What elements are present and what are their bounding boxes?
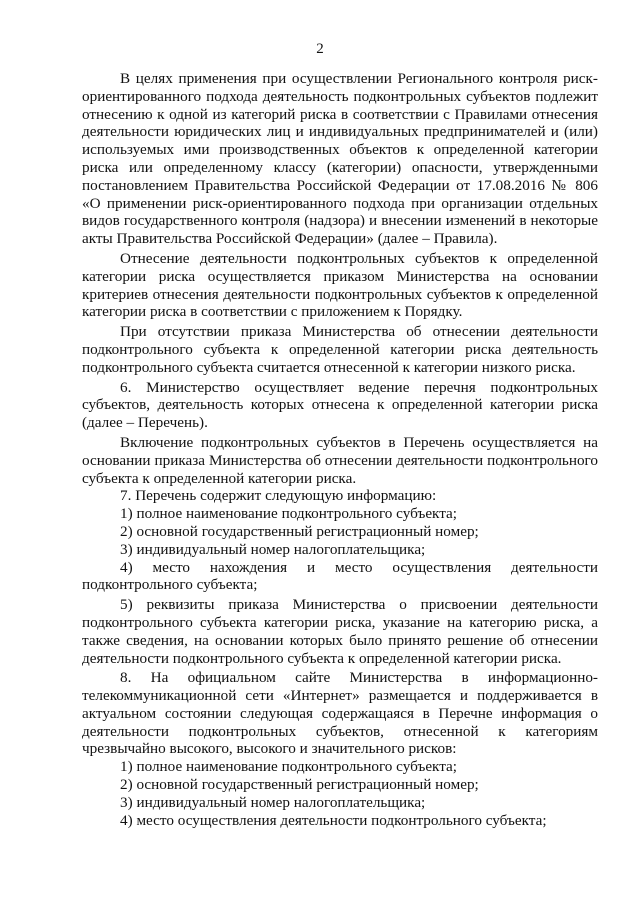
- page-number: 2: [316, 41, 324, 57]
- paragraph-risk-assignment: Отнесение деятельности подконтрольных субъектов к определенной категории риска осуществляется приказом Министерства на основании критериев отнесения деятельности подконтрольных субъектов к определенной категории риска в соответствии с приложением к Порядку.: [82, 249, 598, 321]
- paragraph-risk-approach: В целях применения при осуществлении Регионального контроля риск-ориентированного подхода деятельность подконтрольных субъектов подлежит отнесению к одной из категорий риска в соответствии с Правилами отнесения деятельности юридических лиц и индивидуальных предпринимателей и (или) используемых ими производственных объектов к определенной категории риска или определенному классу (категории) опасности, утвержденными постановлением Правительства Российской Федерации от 17.08.2016 № 806 «О применении риск-ориентированного подхода при организации отдельных видов государственного контроля (надзора) и внесении изменений в некоторые акты Правительства Российской Федерации» (далее – Правила).: [82, 70, 598, 248]
- list-item: 1) полное наименование подконтрольного субъекта;: [120, 758, 458, 776]
- list-item: 3) индивидуальный номер налогоплательщика;: [120, 793, 426, 811]
- paragraph-list-inclusion: Включение подконтрольных субъектов в Перечень осуществляется на основании приказа Министерства об отнесении деятельности подконтрольного субъекта к определенной категории риска.: [82, 433, 598, 487]
- list-item: 2) основной государственный регистрационный номер;: [120, 776, 479, 794]
- paragraph-low-risk-default: При отсутствии приказа Министерства об отнесении деятельности подконтрольного субъекта к определенной категории риска деятельность подконтрольного субъекта считается отнесенной к категории низкого риска.: [82, 323, 598, 376]
- list-item: 3) индивидуальный номер налогоплательщика;: [120, 540, 426, 558]
- paragraph-item-8: 8. На официальном сайте Министерства в информационно-телекоммуникационной сети «Интернет» размещается и поддерживается в актуальном состоянии следующая содержащаяся в Перечне информация о деятельности подконтрольных субъектов, отнесенной к категориям чрезвычайно высокого, высокого и значительного рисков:: [82, 669, 598, 758]
- list-item: 1) полное наименование подконтрольного субъекта;: [120, 505, 458, 523]
- paragraph-item-7: 7. Перечень содержит следующую информацию:: [120, 487, 437, 505]
- paragraph-item-6: 6. Министерство осуществляет ведение перечня подконтрольных субъектов, деятельность которых отнесена к определенной категории риска (далее – Перечень).: [82, 378, 598, 432]
- list-item: 5) реквизиты приказа Министерства о присвоении деятельности подконтрольного субъекта категории риска, указание на категорию риска, а также сведения, на основании которых было принято решение об отнесении деятельности подконтрольного субъекта к определенной категории риска.: [82, 596, 598, 667]
- list-item: 2) основной государственный регистрационный номер;: [120, 522, 479, 540]
- document-body: [82, 70, 598, 829]
- list-item: 4) место осуществления деятельности подконтрольного субъекта;: [120, 811, 547, 829]
- list-item: 4) место нахождения и место осуществления деятельности подконтрольного субъекта;: [82, 558, 598, 594]
